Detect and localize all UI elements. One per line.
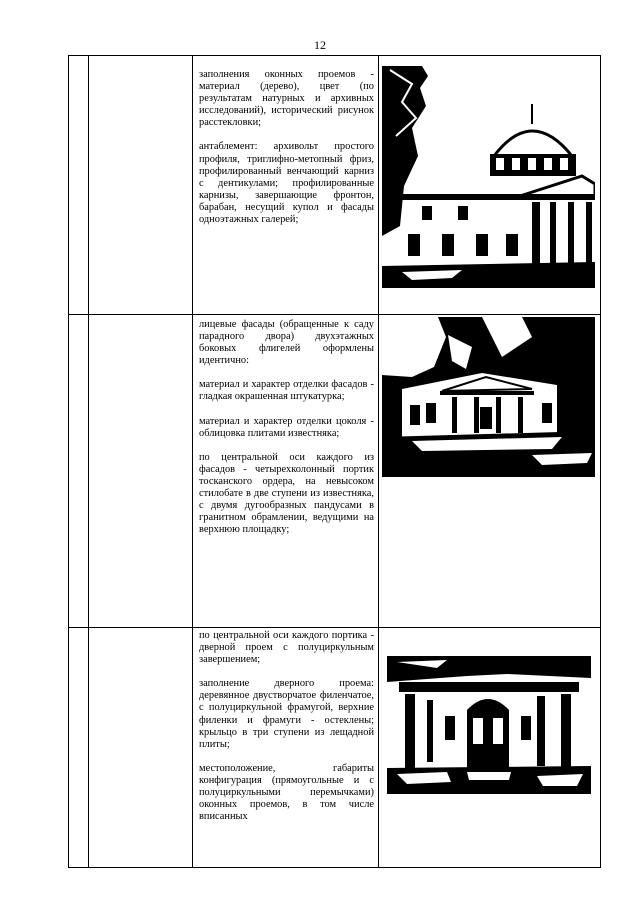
- name-cell: [89, 628, 193, 868]
- number-cell: [69, 628, 89, 868]
- description-cell: [193, 56, 379, 315]
- paragraph: по центральной оси каждого портика - дверной проем с полуциркульным завершением;: [199, 630, 374, 666]
- number-cell: [69, 315, 89, 628]
- paragraph: местоположение, габариты конфигурация (прямоугольные и с полуциркульными перемычками) оконных проемов, в том числе вписанных: [199, 762, 374, 823]
- description-cell: [193, 315, 379, 628]
- paragraph: антаблемент: архивольт простого профиля, триглифно-метопный фриз, профилированный венчающий карниз с дентикулами; профилированные карнизы, завершающие фронтон, барабан, несущий купол и фасады одноэтажных галерей;: [199, 141, 374, 226]
- table-row: [69, 56, 601, 315]
- paragraph: заполнение дверного проема: деревянное двустворчатое филенчатое, с полуциркульной фрамугой, верхние филенки и фрамуги - остеклены; крыльцо в три ступени из лещадной плиты;: [199, 678, 374, 750]
- wing-facade-photo: [382, 317, 595, 477]
- paragraph: лицевые фасады (обращенные к саду парадного двора) двухэтажных боковых флигелей оформлены идентично:: [199, 319, 374, 367]
- paragraph: заполнения оконных проемов - материал (дерево), цвет (по результатам натурных и архивных исследований), исторический рисунок расстекловки;: [199, 69, 374, 129]
- paragraph: материал и характер отделки фасадов - гладкая окрашенная штукатурка;: [199, 379, 374, 403]
- table-row: [69, 628, 601, 868]
- table-row: [69, 315, 601, 628]
- page-number: 12: [314, 38, 326, 52]
- number-cell: [69, 56, 89, 315]
- photo-cell: [379, 628, 601, 868]
- paragraph: материал и характер отделки цоколя - облицовка плитами известняка;: [199, 415, 374, 439]
- description-cell: [193, 628, 379, 868]
- manor-dome-photo: [382, 66, 595, 288]
- paragraph: по центральной оси каждого из фасадов - четырехколонный портик тосканского ордера, на невысоком стилобате в две ступени из известняка, с двумя дугообразных пандусами в гранитном обрамлении, ведущими на верхнюю площадку;: [199, 451, 374, 536]
- name-cell: [89, 315, 193, 628]
- monument-table: [68, 55, 601, 868]
- photo-cell: [379, 56, 601, 315]
- photo-cell: [379, 315, 601, 628]
- name-cell: [89, 56, 193, 315]
- portico-door-photo: [387, 656, 591, 794]
